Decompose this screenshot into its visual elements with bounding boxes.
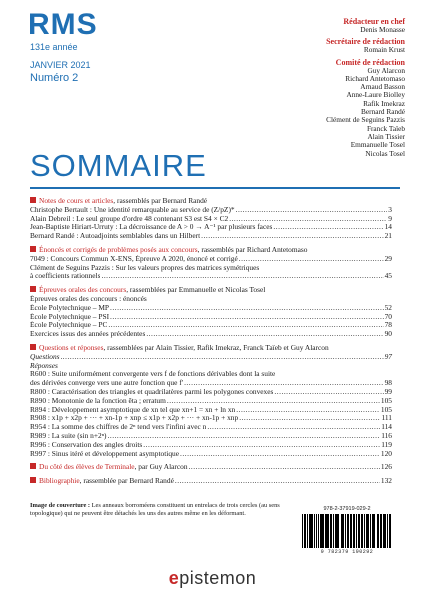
editorial-name: Clément de Seguins Pazzis [326, 115, 405, 125]
toc-entry [30, 232, 392, 241]
toc-entry [30, 321, 392, 330]
issue-month: JANVIER 2021 [30, 60, 91, 70]
table-of-contents [30, 197, 392, 491]
toc-entry [30, 255, 392, 264]
dot-leader [236, 406, 380, 415]
toc-section [30, 344, 392, 458]
toc-entry [30, 414, 392, 423]
dot-leader [207, 423, 380, 432]
dot-leader [61, 353, 384, 362]
editorial-name: Franck Taïeb [366, 123, 405, 133]
cover-note-label: Image de couverture : [30, 502, 91, 509]
toc-entry-title: R894 : Développement asymptotique de xn tel que xn+1 = xn + ln xn [30, 405, 236, 414]
toc-section-heading [30, 246, 392, 255]
toc-heading-text [30, 343, 329, 352]
toc-entry-title: Bernard Randé : Autoadjoints semblables dans un Hilbert [30, 232, 201, 241]
barcode-bar [322, 514, 324, 548]
toc-heading-editors: , rassemblés par Richard Antetomaso [197, 244, 308, 254]
toc-heading-title: Du côté des élèves de Terminale [39, 463, 135, 472]
toc-page-number: 14 [384, 222, 392, 232]
editorial-name: Nicolas Tosel [365, 148, 405, 158]
toc-entry [30, 370, 392, 379]
toc-heading-text [30, 245, 307, 254]
year-line: 131e année [30, 42, 78, 52]
dot-leader [167, 397, 380, 406]
toc-entry-title: R800 : Caractérisation des triangles et quadrilatères parmi les polygones convexes [30, 387, 274, 396]
toc-entry-title: Questions [30, 352, 60, 361]
toc-page-number: 98 [384, 378, 392, 388]
bullet-square-icon [30, 463, 36, 469]
toc-page-number: 3 [388, 204, 392, 214]
toc-page-number: 99 [384, 386, 392, 396]
dot-leader [110, 304, 384, 313]
toc-entry [30, 304, 392, 313]
barcode-bar [348, 514, 349, 548]
editorial-name: Anne-Laure Biolley [346, 90, 405, 100]
toc-entry [30, 223, 392, 232]
editorial-name: Bernard Randé [361, 107, 405, 117]
toc-entry-title: Exercices issus des années précédentes [30, 330, 146, 339]
toc-heading-title: Questions et réponses [39, 342, 104, 352]
dot-leader [108, 432, 381, 441]
publisher-logo-e: e [168, 568, 180, 588]
barcode-bar [307, 514, 308, 548]
editorial-name: Guy Alarcon [367, 65, 405, 75]
dot-leader [110, 313, 384, 322]
toc-entry-title: École Polytechnique – PC [30, 321, 108, 330]
barcode-bar [374, 514, 375, 548]
issue-number: Numéro 2 [30, 72, 79, 84]
toc-page-number: 126 [380, 462, 392, 472]
toc-page-number: 116 [381, 430, 392, 440]
barcode-bar [364, 514, 365, 548]
toc-entry [30, 423, 392, 432]
toc-entry [30, 362, 392, 371]
dot-leader [189, 463, 380, 472]
barcode-bar [312, 514, 313, 548]
toc-section [30, 197, 392, 241]
toc-entry-title: R954 : La somme des chiffres de 2ⁿ tend vers l'infini avec n [30, 423, 207, 432]
toc-entry-title: des dérivées converge vers une autre fonction que f' [30, 379, 184, 388]
barcode-bar [302, 514, 303, 548]
toc-entry-title: R908 : x1p + x2p + ··· + xn-1p + xnp ≤ x1p + x2p + ··· + xn-1p + xnp [30, 414, 239, 423]
toc-entry-title: Alain Debreil : Le seul groupe d'ordre 48 contenant S3 est S4 × C2 [30, 214, 229, 223]
toc-entry-title: Réponses [30, 361, 58, 370]
dot-leader [239, 414, 380, 423]
bullet-square-icon [30, 197, 36, 203]
toc-entry-title: R996 : Conservation des angles droits [30, 440, 143, 449]
barcode-bar [337, 514, 339, 548]
toc-page-number: 9 [388, 213, 392, 223]
bullet-square-icon [30, 246, 36, 252]
toc-section-heading [30, 344, 392, 353]
toc-page-number: 120 [380, 448, 392, 458]
toc-page-number: 90 [384, 329, 392, 339]
bullet-square-icon [30, 477, 36, 483]
barcode-image [302, 514, 392, 548]
barcode-bar [354, 514, 355, 548]
toc-heading-editors: , rassemblée par Bernard Randé [79, 477, 174, 486]
dot-leader [229, 215, 387, 224]
toc-heading-title: Épreuves orales des concours [39, 285, 127, 295]
toc-page-number: 111 [381, 413, 392, 423]
editorial-role: Rédacteur en chef [343, 17, 405, 26]
toc-page-number: 105 [380, 395, 392, 405]
toc-heading-editors: , rassemblées par Emmanuelle et Nicolas Tosel [126, 285, 266, 295]
dot-leader [180, 450, 380, 459]
dot-leader [175, 477, 380, 486]
barcode-bar [343, 514, 344, 548]
toc-heading-text [30, 463, 188, 472]
toc-entry [30, 406, 392, 415]
editorial-name: Arnaud Basson [360, 82, 405, 92]
toc-heading-title: Énoncés et corrigés de problèmes posés aux concours [39, 244, 198, 254]
editorial-role: Comité de rédaction [335, 57, 405, 67]
toc-entry [30, 450, 392, 459]
toc-entry-title: R997 : Sinus itéré et développement asymptotique [30, 449, 180, 458]
toc-entry-title: à coefficients rationnels [30, 272, 101, 281]
barcode-bar [384, 514, 386, 548]
toc-entry [30, 206, 392, 215]
toc-page-number: 105 [380, 404, 392, 414]
toc-entry-title: Épreuves orales des concours : énoncés [30, 294, 147, 303]
title-rule [30, 187, 400, 189]
dot-leader [108, 321, 383, 330]
dot-leader [184, 379, 384, 388]
barcode-bar [318, 514, 319, 548]
toc-entry-title: R890 : Monotonie de la fonction êta ; erratum [30, 396, 166, 405]
toc-entry [30, 313, 392, 322]
dot-leader [274, 388, 383, 397]
toc-section-heading [30, 197, 392, 206]
editorial-name: Romain Krust [363, 45, 405, 55]
bullet-square-icon [30, 286, 36, 292]
editorial-board [235, 14, 405, 158]
toc-page-number: 78 [384, 320, 392, 330]
toc-heading-text [30, 477, 174, 486]
toc-section-heading [30, 463, 392, 472]
editorial-name: Rafik Imekraz [363, 98, 405, 108]
toc-entry-title: École Polytechnique – PSI [30, 312, 110, 321]
dot-leader [273, 223, 383, 232]
publisher-logo [0, 568, 425, 589]
toc-page-number: 21 [384, 231, 392, 241]
dot-leader [236, 206, 388, 215]
page-title: SOMMAIRE [30, 148, 207, 183]
bullet-square-icon [30, 344, 36, 350]
toc-entry-title: R600 : Suite uniformément convergente vers f de fonctions dérivables dont la suite [30, 370, 276, 379]
toc-heading-title: Bibliographie [39, 477, 80, 486]
toc-section [30, 477, 392, 486]
toc-page-number: 45 [384, 271, 392, 281]
barcode-bar [380, 514, 381, 548]
toc-section [30, 246, 392, 281]
editorial-name: Denis Monasse [360, 25, 405, 34]
toc-entry [30, 397, 392, 406]
barcode-bar [328, 514, 329, 548]
toc-entry-title: Christophe Bertault : Une identité remarquable au service de (Z/pZ)* [30, 205, 235, 214]
toc-section-heading [30, 477, 392, 486]
toc-section [30, 286, 392, 339]
editorial-name: Alain Tissier [367, 131, 405, 141]
barcode-digits: 9 782379 190292 [320, 549, 374, 555]
toc-entry [30, 388, 392, 397]
cover-note [30, 502, 280, 517]
toc-section-heading [30, 286, 392, 295]
toc-entry-title: Jean-Baptiste Hiriart-Urruty : La décroissance de A > 0 → A⁻¹ par plusieurs faces [30, 223, 273, 232]
editorial-name: Emmanuelle Tosel [350, 140, 405, 150]
toc-entry [30, 330, 392, 339]
barcode-bar [370, 514, 371, 548]
toc-heading-text [30, 285, 265, 294]
toc-entry [30, 379, 392, 388]
toc-entry [30, 353, 392, 362]
toc-page-number: 97 [384, 351, 392, 361]
dot-leader [101, 272, 383, 281]
toc-heading-title: Notes de cours et articles [39, 196, 114, 205]
dot-leader [146, 330, 383, 339]
toc-page-number: 119 [381, 439, 392, 449]
toc-page-number: 114 [381, 422, 392, 432]
toc-page-number: 29 [384, 253, 392, 263]
barcode-bar [333, 514, 334, 548]
dot-leader [239, 255, 384, 264]
toc-entry-title: Clément de Seguins Pazzis : Sur les valeurs propres des matrices symétriques [30, 263, 260, 272]
toc-entry [30, 295, 392, 304]
toc-heading-editors: , rassemblés par Bernard Randé [113, 196, 208, 205]
barcode-bar [359, 514, 360, 548]
editorial-name: Richard Antetomaso [345, 73, 405, 83]
toc-entry [30, 264, 392, 273]
toc-entry [30, 215, 392, 224]
toc-page-number: 132 [380, 476, 392, 486]
barcode-bar [390, 514, 391, 548]
toc-entry [30, 272, 392, 281]
toc-entry-title: 7049 : Concours Commun X-ENS, Épreuve A 2020, énoncé et corrigé [30, 254, 238, 263]
toc-page-number: 52 [384, 302, 392, 312]
cover-note-text: Les anneaux borroméens constituent un entrelacs de trois cercles (au sens topologique) qui ne peuvent être détachés les uns des autres même en les déformant. [30, 502, 280, 517]
toc-entry-title: R989 : La suite (sin n+2ⁿ) [30, 431, 107, 440]
dot-leader [143, 441, 380, 450]
toc-heading-editors: , par Guy Alarcon [134, 463, 188, 472]
toc-entry [30, 441, 392, 450]
toc-entry-title: École Polytechnique – MP [30, 303, 110, 312]
dot-leader [201, 232, 383, 241]
editorial-role: Secrétaire de rédaction [326, 37, 405, 47]
isbn: 978-2-37919-029-2 [323, 506, 371, 512]
toc-heading-text [30, 196, 207, 205]
toc-section [30, 463, 392, 472]
toc-page-number: 70 [384, 311, 392, 321]
journal-title: RMS [28, 8, 98, 41]
toc-heading-editors: , rassemblées par Alain Tissier, Rafik Imekraz, Franck Taïeb et Guy Alarcon [103, 342, 329, 352]
publisher-logo-rest: pistemon [179, 568, 257, 588]
toc-entry [30, 432, 392, 441]
